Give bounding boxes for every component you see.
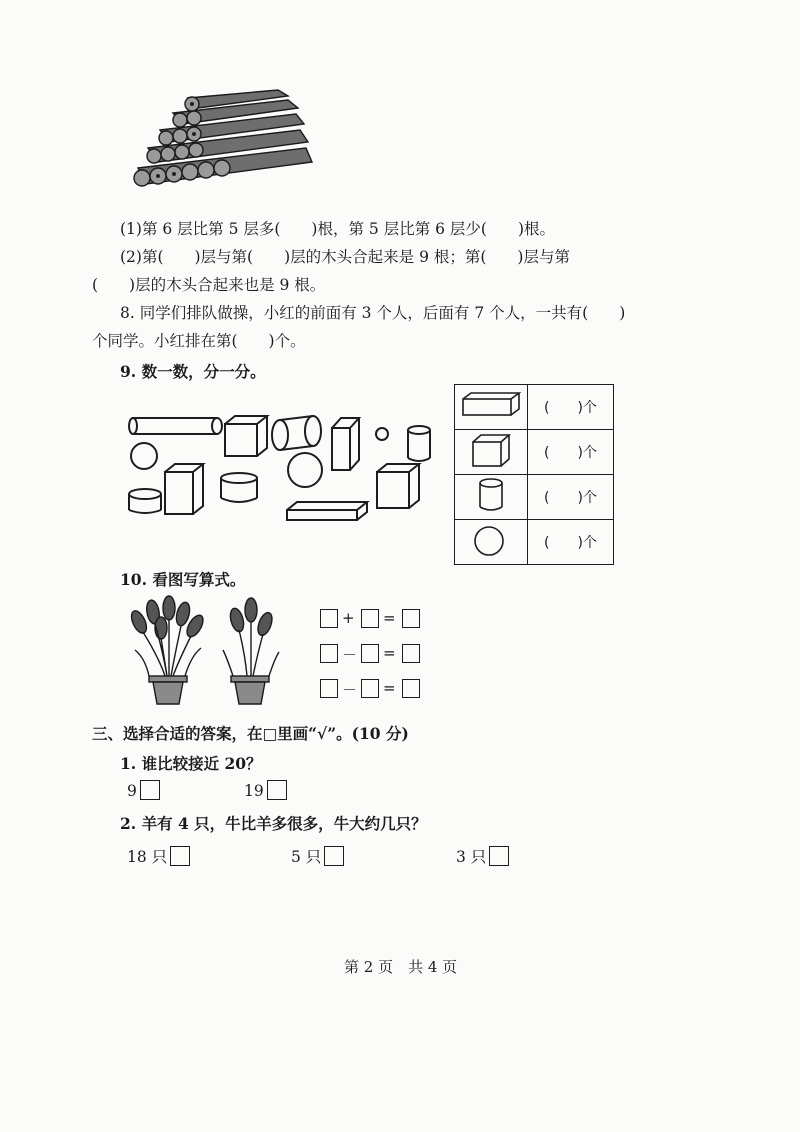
s3-q1-option-9: [127, 780, 160, 800]
s3-q1-option-19: [244, 780, 287, 800]
page-footer: 第 2 页 共 4 页: [344, 958, 458, 976]
cylinder-icon: [455, 475, 527, 515]
s3-q2-option-5: [291, 845, 344, 867]
count-cell-cuboid[interactable]: ( )个: [528, 385, 614, 430]
eq3-box-a[interactable]: [320, 679, 338, 698]
count-cell-cylinder[interactable]: ( )个: [528, 475, 614, 520]
q7-part2-line1: (2)第( )层与第( )层的木头合起来是 9 根；第( )层与第: [120, 248, 570, 266]
eq1-op: +: [342, 609, 355, 627]
eq1-box-c[interactable]: [402, 609, 420, 628]
count-row-cuboid: [455, 385, 528, 430]
eq1-box-b[interactable]: [361, 609, 379, 628]
q9-shapes-figure: [125, 412, 445, 528]
q7-part1: (1)第 6 层比第 5 层多( )根，第 5 层比第 6 层少( )根。: [120, 220, 556, 238]
answer-checkbox[interactable]: [140, 780, 160, 800]
eq3-op: －: [342, 681, 358, 699]
option-label: 5 只: [291, 848, 322, 866]
eq2-box-a[interactable]: [320, 644, 338, 663]
sphere-icon: [455, 520, 527, 560]
eq1-equals: =: [383, 609, 396, 627]
q7-part2-line2: ( )层的木头合起来也是 9 根。: [92, 276, 326, 294]
eq2-op: －: [342, 646, 358, 664]
q9-count-table: [454, 384, 614, 565]
option-label: 19: [244, 782, 264, 800]
cuboid-icon: [455, 385, 527, 425]
s3-q2-prompt: 2. 羊有 4 只，牛比羊多很多，牛大约几只？: [120, 814, 427, 833]
count-row-cylinder: [455, 475, 528, 520]
eq3-equals: =: [383, 679, 396, 697]
option-label: 3 只: [456, 848, 487, 866]
count-cell-sphere[interactable]: ( )个: [528, 520, 614, 565]
s3-q1-prompt: 1. 谁比较接近 20？: [120, 754, 262, 773]
option-label: 18 只: [127, 848, 168, 866]
eq1-box-a[interactable]: [320, 609, 338, 628]
option-label: 9: [127, 782, 137, 800]
eq2-box-b[interactable]: [361, 644, 379, 663]
count-row-sphere: [455, 520, 528, 565]
answer-checkbox[interactable]: [324, 846, 344, 866]
count-row-cube: [455, 430, 528, 475]
q10-title: 10. 看图写算式。: [120, 570, 246, 589]
s3-q2-option-3: [456, 845, 509, 867]
answer-checkbox[interactable]: [170, 846, 190, 866]
cube-icon: [455, 430, 527, 470]
flower-pots-image: [125, 598, 285, 708]
q9-title: 9. 数一数，分一分。: [120, 362, 266, 381]
eq3-box-b[interactable]: [361, 679, 379, 698]
q8-line1: 8. 同学们排队做操，小红的前面有 3 个人，后面有 7 个人，一共有( ): [120, 304, 626, 322]
eq2-box-c[interactable]: [402, 644, 420, 663]
log-pile-image: [128, 88, 313, 200]
answer-checkbox[interactable]: [489, 846, 509, 866]
eq2-equals: =: [383, 644, 396, 662]
count-cell-cube[interactable]: ( )个: [528, 430, 614, 475]
answer-checkbox[interactable]: [267, 780, 287, 800]
s3-q2-option-18: [127, 845, 190, 867]
section3-title: 三、选择合适的答案，在□里画“√”。(10 分): [92, 724, 409, 743]
eq3-box-c[interactable]: [402, 679, 420, 698]
q8-line2: 个同学。小红排在第( )个。: [92, 332, 306, 350]
